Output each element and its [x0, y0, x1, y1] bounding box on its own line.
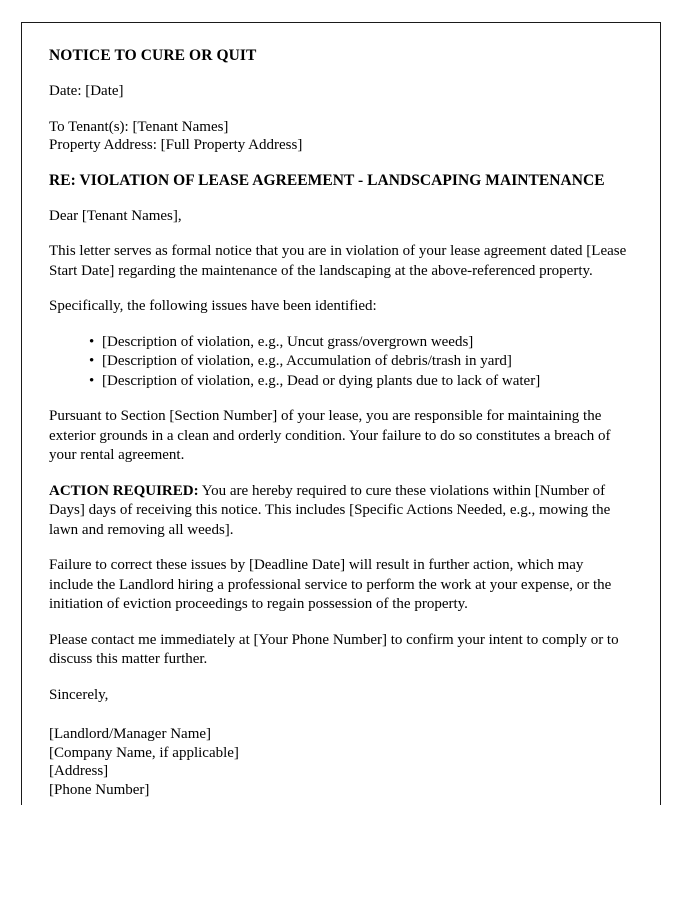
contact-paragraph: Please contact me immediately at [Your Phone Number] to confirm your intent to comply or to discuss this matter further.: [49, 631, 619, 667]
action-required-text: You are hereby required to cure these violations within [Number of Days] days of receiving this notice. This includes [Specific Actions Needed, e.g., mowing the lawn and removing all weeds].: [49, 482, 611, 538]
page-title: NOTICE TO CURE OR QUIT: [49, 47, 257, 64]
list-item: [89, 352, 627, 372]
violation-text: [Description of violation, e.g., Dead or dying plants due to lack of water]: [102, 372, 541, 389]
date-line: Date: [Date]: [49, 83, 124, 99]
salutation: Dear [Tenant Names],: [49, 207, 182, 224]
intro-paragraph: This letter serves as formal notice that you are in violation of your lease agreement dated [Lease Start Date] regarding the maintenance of the landscaping at the above-referenced property.: [49, 243, 627, 279]
signer-name: [Landlord/Manager Name]: [49, 726, 212, 742]
violations-list: [49, 333, 627, 392]
signer-address: [Address]: [49, 763, 109, 779]
action-required-label: ACTION REQUIRED:: [49, 482, 199, 499]
list-item: [89, 372, 627, 392]
bullet-icon: •: [89, 372, 95, 389]
lease-section-paragraph: Pursuant to Section [Section Number] of your lease, you are responsible for maintaining the exterior grounds in a clean and orderly condition. Your failure to do so constitutes a breach of your rental agreement.: [49, 408, 611, 463]
issues-lead-in: Specifically, the following issues have been identified:: [49, 298, 377, 314]
bullet-icon: •: [89, 333, 95, 350]
action-required-paragraph: [49, 482, 627, 541]
document-body: [49, 46, 627, 799]
signer-company: [Company Name, if applicable]: [49, 744, 239, 761]
document-page-frame: [21, 22, 661, 805]
closing-salutation: Sincerely,: [49, 686, 109, 703]
property-address-line: Property Address: [Full Property Address]: [49, 137, 303, 153]
re-subject-heading: RE: VIOLATION OF LEASE AGREEMENT - LANDSCAPING MAINTENANCE: [49, 171, 605, 189]
bullet-icon: •: [89, 353, 95, 369]
recipient-block: [49, 118, 627, 155]
violation-text: [Description of violation, e.g., Uncut grass/overgrown weeds]: [102, 333, 474, 350]
tenant-line: To Tenant(s): [Tenant Names]: [49, 118, 229, 135]
list-item: [89, 333, 627, 353]
signer-phone: [Phone Number]: [49, 781, 150, 798]
violation-text: [Description of violation, e.g., Accumulation of debris/trash in yard]: [102, 353, 512, 369]
signature-block: [49, 725, 627, 799]
failure-consequences-paragraph: Failure to correct these issues by [Deadline Date] will result in further action, which may include the Landlord hiring a professional service to perform the work at your expense, or the initiation of eviction proceedings to regain possession of the property.: [49, 557, 612, 612]
